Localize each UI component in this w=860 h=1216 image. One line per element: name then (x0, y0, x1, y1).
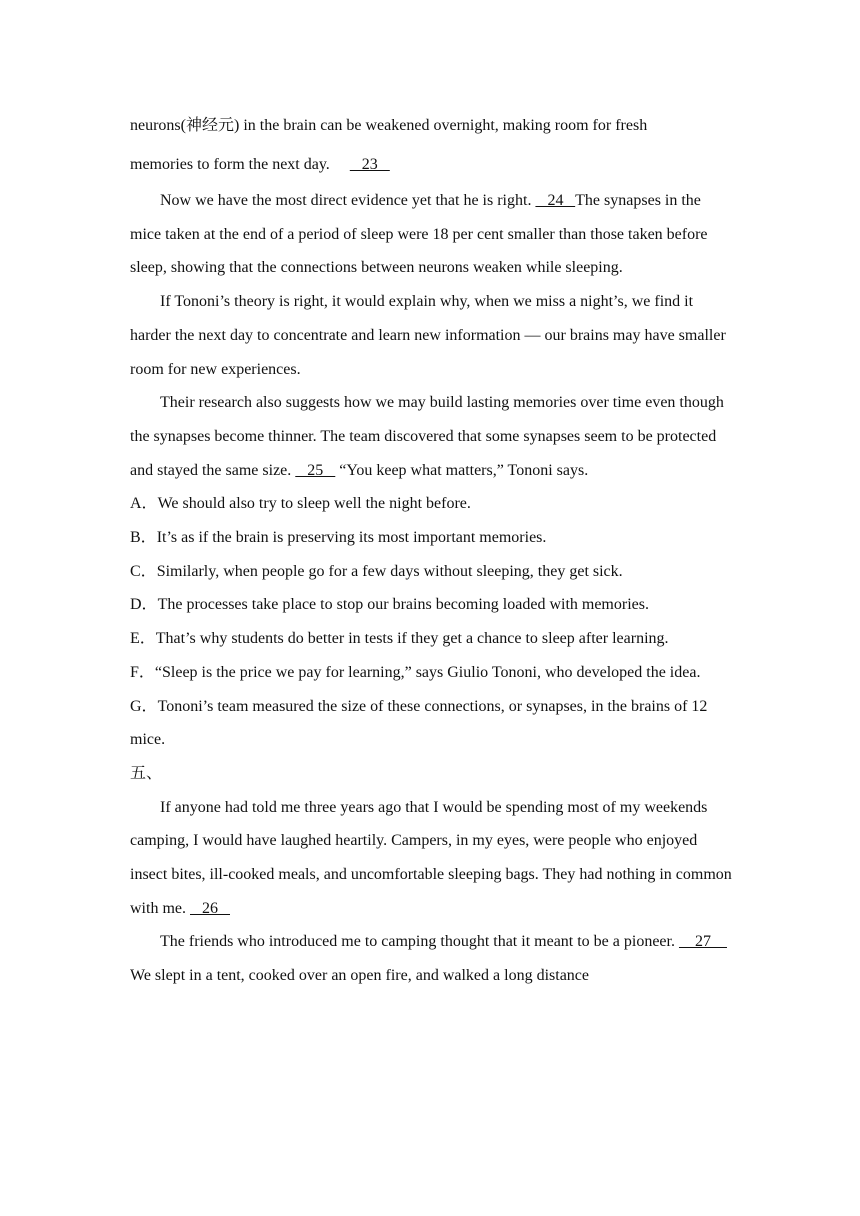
text-fragment: Their research also suggests how we may build lasting memories over time even though the synapses become thinner. The team discovered that some synapses seem to be protected and stayed the same size. (130, 394, 724, 479)
option-letter: C． (130, 562, 157, 580)
blank-27[interactable]: 27 (678, 933, 727, 951)
option-text: The processes take place to stop our brains becoming loaded with memories. (157, 596, 649, 614)
option-letter: E． (130, 630, 156, 648)
option-a[interactable] (130, 487, 735, 521)
text-fragment: neurons( (130, 117, 186, 134)
option-text: “Sleep is the price we pay for learning,” says Giulio Tononi, who developed the idea. (154, 663, 701, 681)
option-letter: A． (130, 495, 158, 513)
option-e[interactable] (130, 622, 735, 656)
text-fragment: We slept in a tent, cooked over an open fire, and walked a long distance (130, 967, 589, 985)
paragraph-evidence (130, 184, 735, 285)
blank-26[interactable]: 26 (190, 899, 230, 917)
blank-25[interactable]: 25 (295, 461, 336, 479)
option-text: That’s why students do better in tests if they get a chance to sleep after learning. (155, 630, 669, 648)
text-fragment: The friends who introduced me to camping thought that it meant to be a pioneer. (160, 933, 679, 951)
passage-line-memories (130, 145, 735, 184)
option-text: Similarly, when people go for a few days without sleeping, they get sick. (156, 562, 623, 580)
option-text: It’s as if the brain is preserving its most important memories. (156, 529, 547, 547)
paragraph-research (130, 386, 735, 487)
option-f[interactable] (130, 656, 735, 690)
option-c[interactable] (130, 555, 735, 589)
option-letter: F． (130, 663, 155, 681)
text-fragment: memories to form the next day. (130, 156, 330, 173)
text-fragment: ) in the brain can be weakened overnight, making room for fresh (234, 117, 648, 134)
options-list (130, 487, 735, 757)
paragraph-camping-1 (130, 791, 735, 926)
chinese-gloss: 神经元 (185, 117, 234, 134)
section-heading: 五、 (130, 764, 163, 782)
option-letter: D． (130, 596, 158, 614)
option-letter: B． (130, 529, 157, 547)
option-text: We should also try to sleep well the night before. (157, 495, 471, 513)
passage-line-neurons (130, 106, 735, 145)
text-fragment: “You keep what matters,” Tononi says. (335, 461, 589, 479)
text-fragment: Now we have the most direct evidence yet that he is right. (160, 192, 536, 209)
option-g[interactable] (130, 690, 735, 757)
paragraph-camping-2 (130, 925, 735, 992)
text-fragment: If anyone had told me three years ago that I would be spending most of my weekends camping, I would have laughed heartily. Campers, in my eyes, were people who enjoyed insect bites, ill-cooked meals, and uncomfortable sleeping bags. They had nothing in common with me. (130, 798, 732, 917)
blank-24[interactable]: 24 (535, 192, 576, 209)
option-letter: G． (130, 697, 158, 715)
paragraph-theory: If Tononi’s theory is right, it would explain why, when we miss a night’s, we find it harder the next day to concentrate and learn new information — our brains may have smaller room for new experiences. (130, 293, 726, 378)
option-d[interactable] (130, 588, 735, 622)
option-text: Tononi’s team measured the size of these connections, or synapses, in the brains of 12 mice. (130, 697, 708, 749)
document-page (130, 106, 735, 993)
option-b[interactable] (130, 521, 735, 555)
blank-23[interactable]: 23 (349, 156, 390, 173)
text-fragment: The synapses in the mice taken at the end of a period of sleep were 18 per cent smaller than those taken before sleep, showing that the connections between neurons weaken while sleeping. (130, 192, 708, 277)
